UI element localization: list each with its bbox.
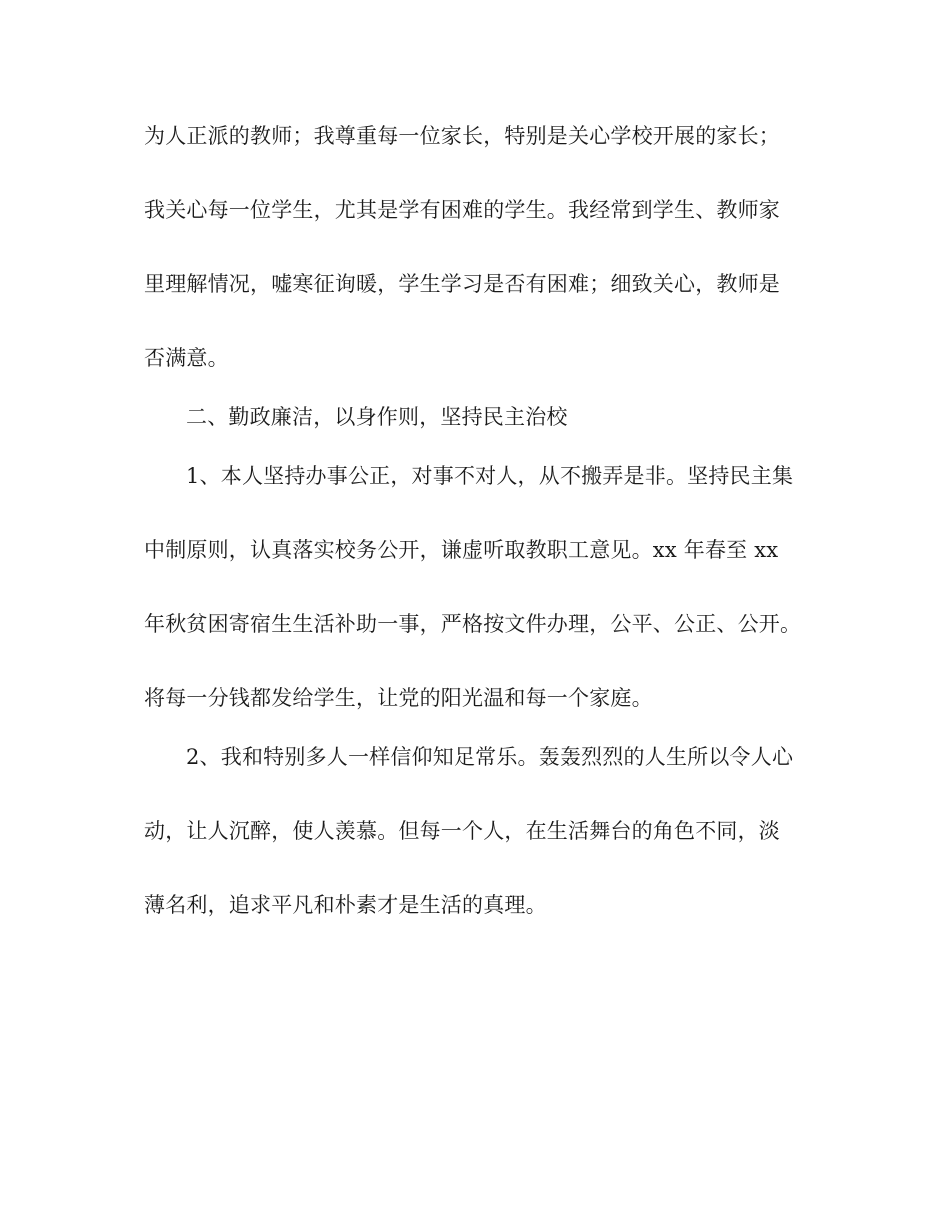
text-line: 否满意。 (144, 346, 229, 370)
text-line: 我关心每一位学生，尤其是学有困难的学生。我经常到学生、教师家 (144, 198, 780, 222)
text-line: 中制原则，认真落实校务公开，谦虚听取教职工意见。xx 年春至 xx (144, 538, 779, 562)
section-heading: 二、勤政廉洁，以身作则，坚持民主治校 (186, 405, 568, 429)
text-line: 年秋贫困寄宿生生活补助一事，严格按文件办理，公平、公正、公开。 (144, 612, 802, 636)
text-line: 将每一分钱都发给学生，让党的阳光温和每一个家庭。 (144, 686, 653, 710)
body-text (144, 118, 814, 923)
text-line: 1、本人坚持办事公正，对事不对人，从不搬弄是非。坚持民主集 (186, 464, 794, 488)
text-line: 2、我和特别多人一样信仰知足常乐。轰轰烈烈的人生所以令人心 (186, 745, 794, 769)
text-line: 里理解情况，嘘寒征询暖，学生学习是否有困难；细致关心，教师是 (144, 272, 780, 296)
text-line: 薄名利，追求平凡和朴素才是生活的真理。 (144, 893, 547, 917)
text-line: 动，让人沉醉，使人羡慕。但每一个人，在生活舞台的角色不同，淡 (144, 819, 780, 843)
text-line: 为人正派的教师；我尊重每一位家长，特别是关心学校开展的家长； (144, 124, 780, 148)
